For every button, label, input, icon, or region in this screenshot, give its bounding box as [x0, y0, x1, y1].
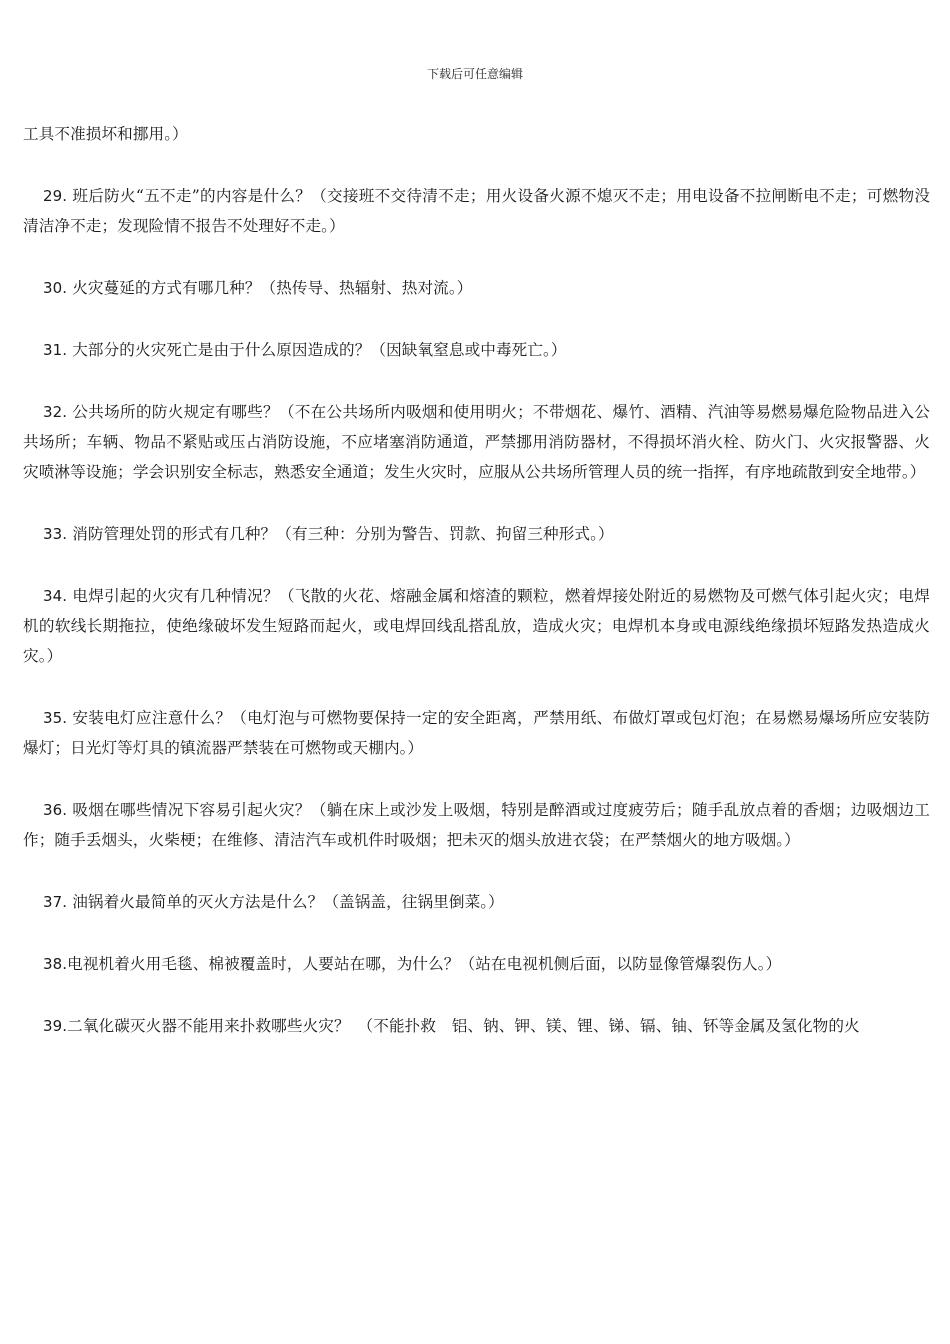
question-text: 电焊引起的火灾有几种情况？: [72, 587, 279, 605]
answer-text: （交接班不交待清不走；用火设备火源不熄灭不走；用电设备不拉闸断电不走；可燃物没清洁净不走；发现险情不报告不处理好不走。）: [23, 187, 931, 235]
question-number: 37.: [43, 893, 68, 911]
question-number: 33.: [43, 525, 68, 543]
answer-text: （有三种：分别为警告、罚款、拘留三种形式。）: [276, 525, 614, 543]
answer-text: （不能扑救 铝、钠、钾、镁、锂、锑、镉、铀、钚等金属及氢化物的火: [349, 1017, 860, 1035]
question-text: 二氧化碳灭火器不能用来扑救哪些火灾？: [67, 1017, 350, 1035]
qa-item-39: [23, 1011, 930, 1041]
question-text: 吸烟在哪些情况下容易引起火灾？: [72, 801, 311, 819]
question-number: 32.: [43, 403, 68, 421]
continuation-paragraph: 工具不准损坏和挪用。）: [23, 125, 188, 143]
qa-item-35: [23, 703, 930, 763]
answer-text: （站在电视机侧后面，以防显像管爆裂伤人。）: [459, 955, 782, 973]
question-text: 安装电灯应注意什么？: [72, 709, 232, 727]
qa-item-32: [23, 397, 930, 487]
question-text: 火灾蔓延的方式有哪几种？: [72, 279, 261, 297]
qa-item-36: [23, 795, 930, 855]
question-text: 消防管理处罚的形式有几种？: [72, 525, 277, 543]
answer-text: （热传导、热辐射、热对流。）: [260, 279, 473, 297]
question-text: 公共场所的防火规定有哪些？: [72, 403, 279, 421]
question-number: 38.: [43, 955, 68, 973]
question-text: 电视机着火用毛毯、棉被覆盖时，人要站在哪，为什么？: [67, 955, 460, 973]
answer-text: （盖锅盖，往锅里倒菜。）: [323, 893, 504, 911]
question-number: 31.: [43, 341, 68, 359]
qa-item-29: [23, 181, 930, 241]
answer-text: （不在公共场所内吸烟和使用明火；不带烟花、爆竹、酒精、汽油等易燃易爆危险物品进入公共场所；车辆、物品不紧贴或压占消防设施，不应堵塞消防通道，严禁挪用消防器材，不得损坏消火栓、防火门、火灾报警器、火灾喷淋等设施；学会识别安全标志，熟悉安全通道；发生火灾时，应服从公共场所管理人员的统一指挥，有序地疏散到安全地带。）: [23, 403, 930, 481]
question-number: 39.: [43, 1017, 68, 1035]
answer-text: （飞散的火花、熔融金属和熔渣的颗粒，燃着焊接处附近的易燃物及可燃气体引起火灾；电焊机的软线长期拖拉，使绝缘破坏发生短路而起火，或电焊回线乱搭乱放，造成火灾；电焊机本身或电源线绝缘损坏短路发热造成火灾。）: [23, 587, 930, 665]
answer-text: （因缺氧窒息或中毒死亡。）: [370, 341, 567, 359]
qa-item-30: [23, 273, 930, 303]
question-text: 油锅着火最简单的灭火方法是什么？: [72, 893, 324, 911]
page-header: 下载后可任意编辑: [426, 67, 523, 81]
qa-item-34: [23, 581, 930, 671]
question-text: 班后防火“五不走”的内容是什么？: [72, 187, 312, 205]
answer-text: （躺在床上或沙发上吸烟，特别是醉酒或过度疲劳后；随手乱放点着的香烟；边吸烟边工作；随手丢烟头，火柴梗；在维修、清洁汽车或机件时吸烟；把未灭的烟头放进衣袋；在严禁烟火的地方吸烟。）: [23, 801, 930, 849]
qa-item-38: [23, 949, 930, 979]
question-number: 35.: [43, 709, 68, 727]
answer-text: （电灯泡与可燃物要保持一定的安全距离，严禁用纸、布做灯罩或包灯泡；在易燃易爆场所应安装防爆灯；日光灯等灯具的镇流器严禁装在可燃物或天棚内。）: [23, 709, 930, 757]
document-body: [23, 119, 930, 1073]
question-text: 大部分的火灾死亡是由于什么原因造成的？: [72, 341, 371, 359]
question-number: 36.: [43, 801, 68, 819]
qa-item-31: [23, 335, 930, 365]
question-number: 34.: [43, 587, 68, 605]
question-number: 30.: [43, 279, 68, 297]
question-number: 29.: [43, 187, 68, 205]
qa-item-33: [23, 519, 930, 549]
qa-item-37: [23, 887, 930, 917]
